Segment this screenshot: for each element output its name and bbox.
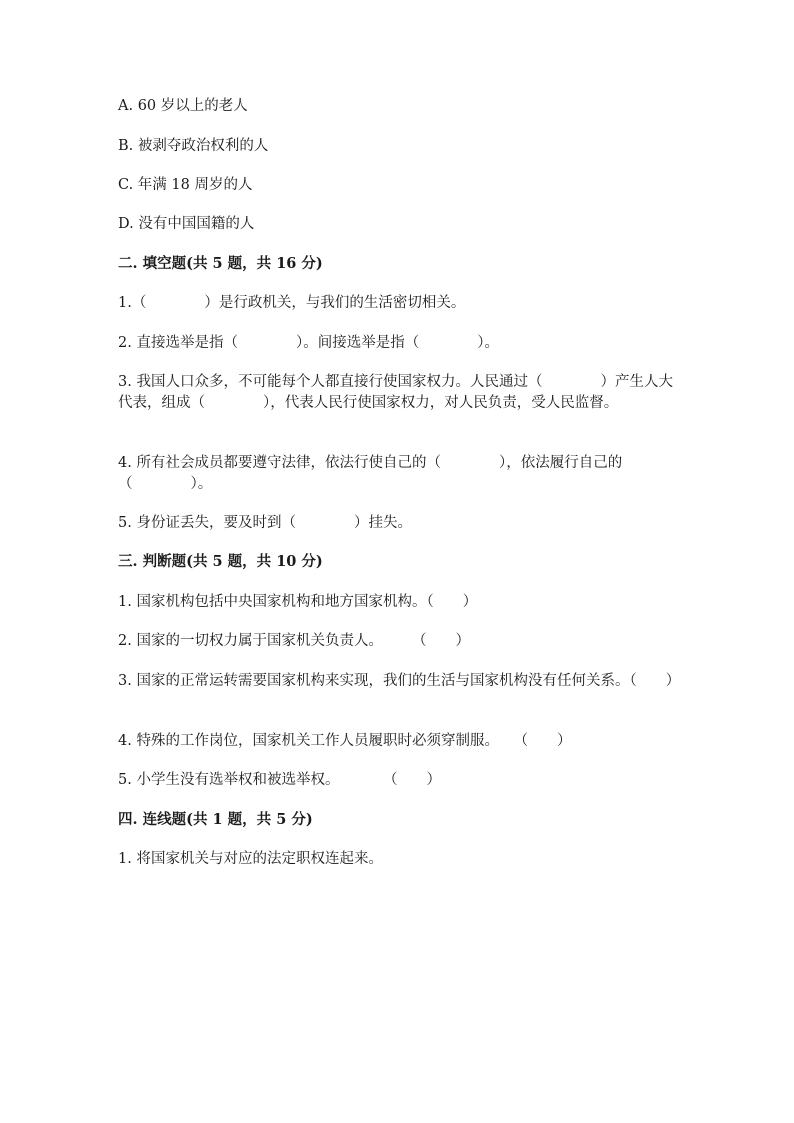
section3-heading: 三. 判断题(共 5 题，共 10 分) xyxy=(118,553,323,570)
section4-heading: 四. 连线题(共 1 题，共 5 分) xyxy=(118,811,313,828)
section2-heading: 二. 填空题(共 5 题，共 16 分) xyxy=(118,255,323,272)
fill-question-2: 2. 直接选举是指（ ）。间接选举是指（ ）。 xyxy=(118,335,499,351)
option-a: A. 60 岁以上的老人 xyxy=(118,98,248,114)
judge-question-3: 3. 国家的正常运转需要国家机构来实现，我们的生活与国家机构没有任何关系。（ ） xyxy=(118,673,681,689)
option-d: D. 没有中国国籍的人 xyxy=(118,216,255,232)
judge-question-4: 4. 特殊的工作岗位，国家机关工作人员履职时必须穿制服。 （ ） xyxy=(118,733,572,749)
fill-question-1: 1.（ ）是行政机关，与我们的生活密切相关。 xyxy=(118,295,466,311)
fill-question-4: 4. 所有社会成员都要遵守法律，依法行使自己的（ ），依法履行自己的（ ）。 xyxy=(118,455,623,492)
judge-question-2: 2. 国家的一切权力属于国家机关负责人。 （ ） xyxy=(118,633,470,649)
judge-question-5: 5. 小学生没有选举权和被选举权。 （ ） xyxy=(118,772,441,788)
match-question-1: 1. 将国家机关与对应的法定职权连起来。 xyxy=(118,851,383,867)
option-b: B. 被剥夺政治权利的人 xyxy=(118,138,269,154)
fill-question-5: 5. 身份证丢失，要及时到（ ）挂失。 xyxy=(118,515,412,531)
judge-question-1: 1. 国家机构包括中央国家机构和地方国家机构。（ ） xyxy=(118,594,478,610)
option-c: C. 年满 18 周岁的人 xyxy=(118,177,253,193)
fill-question-3: 3. 我国人口众多，不可能每个人都直接行使国家权力。人民通过（ ）产生人大代表，组成（ ），代表人民行使国家权力，对人民负责，受人民监督。 xyxy=(118,374,673,411)
